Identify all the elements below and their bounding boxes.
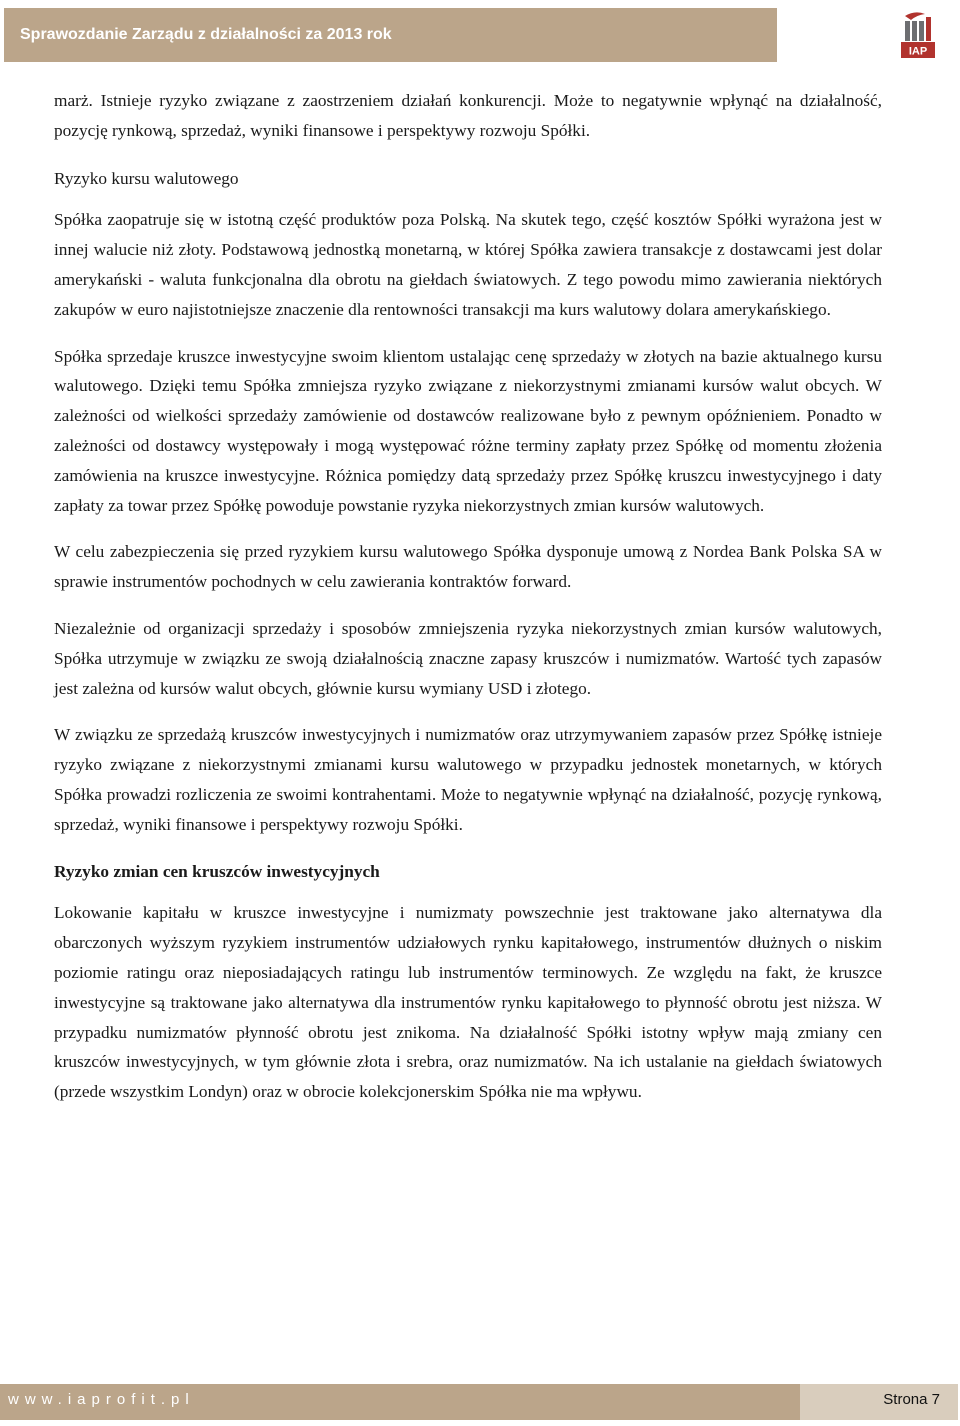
footer-url: www.iaprofit.pl — [8, 1391, 195, 1408]
paragraph: Lokowanie kapitału w kruszce inwestycyjne i numizmaty powszechnie jest traktowane jako alternatywa dla obarczonych wyższym ryzykiem instrumentów udziałowych rynku kapitałowego, instrumentów dłużnych o niskim poziomie ratingu oraz nieposiadających ratingu lub instrumentów terminowych. Ze względu na fakt, że kruszce inwestycyjne są traktowane jako alternatywa dla instrumentów rynku kapitałowego to płynność obrotu jest niższa. W przypadku numizmatów płynność obrotu jest znikoma. Na działalność Spółki istotny wpływ mają zmiany cen kruszców inwestycyjnych, w tym głównie złota i srebra, oraz numizmatów. Na ich ustalanie na giełdach światowych (przede wszystkim Londyn) oraz w obrocie kolekcjonerskim Spółka nie ma wpływu. — [54, 903, 882, 1102]
paragraph: W związku ze sprzedażą kruszców inwestycyjnych i numizmatów oraz utrzymywaniem zapasów przez Spółkę istnieje ryzyko związane z niekorzystnymi zmianami kursu walutowego w przypadku jednostek monetarnych, w których Spółka prowadzi rozliczenia ze swoimi kontrahentami. Może to negatywnie wpłynąć na działalność, pozycję rynkową, sprzedaż, wyniki finansowe i perspektywy rozwoju Spółki. — [54, 725, 882, 834]
paragraph: Spółka sprzedaje kruszce inwestycyjne swoim klientom ustalając cenę sprzedaży w złotych na bazie aktualnego kursu walutowego. Dzięki temu Spółka zmniejsza ryzyko związane z niekorzystnymi zmianami kursów walut obcych. W zależności od wielkości sprzedaży zamówienie od dostawców realizowane było z pewnym opóźnieniem. Ponadto w zależności od dostawcy występowały i mogą występować różne terminy zapłaty przez Spółkę od momentu złożenia zamówienia na kruszce inwestycyjne. Różnica pomiędzy datą sprzedaży przez Spółkę kruszcu inwestycyjnego i daty zapłaty za towar przez Spółkę powoduje powstanie ryzyka niekorzystnych zmian kursów walutowych. — [54, 346, 882, 515]
paragraph: marż. Istnieje ryzyko związane z zaostrzeniem działań konkurencji. Może to negatywnie wpłynąć na działalność, pozycję rynkową, sprzedaż, wyniki finansowe i perspektywy rozwoju Spółki. — [54, 91, 882, 140]
paragraph: Niezależnie od organizacji sprzedaży i sposobów zmniejszenia ryzyka niekorzystnych zmian kursów walutowych, Spółka utrzymuje w związku ze swoją działalnością znaczne zapasy kruszców i numizmatów. Wartość tych zapasów jest zależna od kursów walut obcych, głównie kursu wymiany USD i złotego. — [54, 618, 882, 698]
paragraph: W celu zabezpieczenia się przed ryzykiem kursu walutowego Spółka dysponuje umową z Nordea Bank Polska SA w sprawie instrumentów pochodnych w celu zawierania kontraktów forward. — [54, 542, 882, 592]
section-heading-currency-risk: Ryzyko kursu walutowego — [54, 168, 239, 188]
logo-text: IAP — [908, 45, 928, 58]
header-title: Sprawozdanie Zarządu z działalności za 2013 rok — [20, 26, 392, 43]
section-heading-metal-price-risk: Ryzyko zmian cen kruszców inwestycyjnych — [54, 861, 380, 881]
iap-logo-icon — [885, 10, 945, 60]
page-number: Strona 7 — [883, 1391, 940, 1408]
document-header — [4, 8, 777, 62]
paragraph: Spółka zaopatruje się w istotną część produktów poza Polską. Na skutek tego, część kosztów Spółki wyrażona jest w innej walucie niż złoty. Podstawową jednostką monetarną, w której Spółka zawiera transakcje z dostawcami jest dolar amerykański - waluta funkcjonalna dla obrotu na giełdach światowych. Z tego powodu mimo zawierania niektórych zakupów w euro najistotniejsze znaczenie dla rentowności transakcji ma kurs walutowy dolara amerykańskiego. — [54, 210, 882, 319]
document-footer — [0, 1384, 958, 1420]
iap-logo — [885, 10, 945, 60]
document-body — [54, 86, 882, 1124]
